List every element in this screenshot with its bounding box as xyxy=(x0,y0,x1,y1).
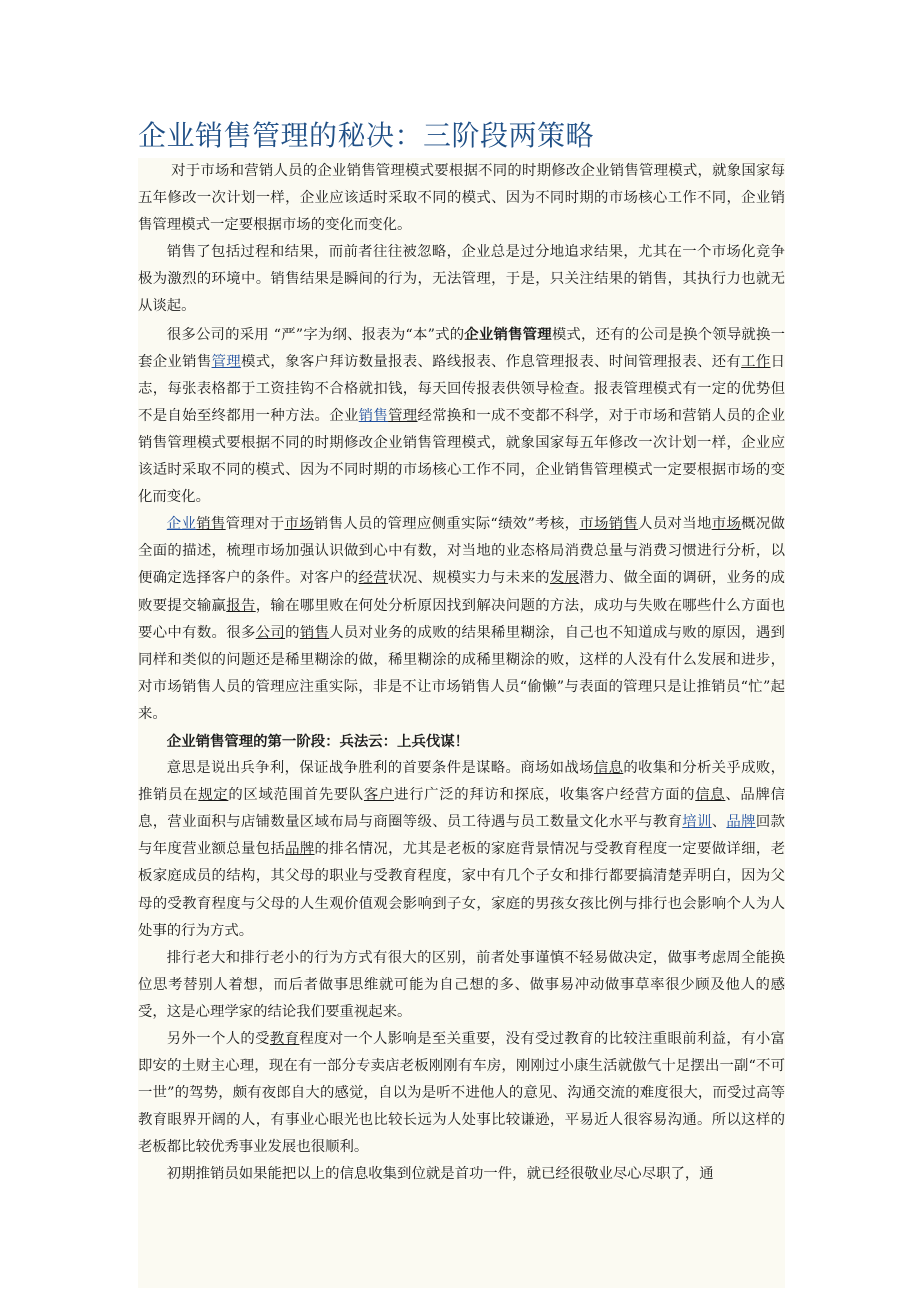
text-run: 销售人员的管理应侧重实际“绩效”考核， xyxy=(313,516,580,533)
text-run: 进行广泛的拜访和探底，收集客户经营方面的 xyxy=(394,787,696,804)
paragraph-4 xyxy=(138,511,785,728)
text-run: 概况做全面的描述，梳理市场加强认识做到心中有数，对当地的业态格局消费总量与消费习惯进行分析，以便确定选择客户的条件。对客户的 xyxy=(138,516,785,587)
link-guiding[interactable]: 规定 xyxy=(198,787,229,804)
text-run: 潜力、做全面的调研，业务的成败要提交输赢 xyxy=(138,570,785,614)
text-run: 的排名情况，尤其是老板的家庭背景情况与受教育程度一定要做详细，老板家庭成员的结构，其父母的职业与受教育程度，家中有几个子女和排行都要搞清楚弄明白，因为父母的受教育程度与父母的人生观价值观会影响到子女，家庭的男孩女孩比例与排行也会影响个人为人处事的行为方式。 xyxy=(138,841,785,939)
page-title: 企业销售管理的秘决：三阶段两策略 xyxy=(138,119,595,152)
link-kehu[interactable]: 客户 xyxy=(363,787,395,804)
paragraph-6: 排行老大和排行老小的行为方式有很大的区别，前者处事谨慎不轻易做决定，做事考虑周全能换位思考替别人着想，而后者做事思维就可能为自己想的多、做事易冲动做事草率很少顾及他人的感受，这是心理学家的结论我们要重视起来。 xyxy=(138,949,785,1020)
link-xiaoshou[interactable]: 销售 xyxy=(196,516,226,533)
link-jingying[interactable]: 经营 xyxy=(358,570,389,587)
link-shichang-3[interactable]: 市场 xyxy=(711,516,742,533)
bold-term: 企业销售管理 xyxy=(464,325,552,343)
paragraph-2: 销售了包括过程和结果，而前者往往被忽略，企业总是过分地追求结果，尤其在一个市场化竞争极为激烈的环境中。销售结果是瞬间的行为，无法管理，于是，只关注结果的销售，其执行力也就无从谈起。 xyxy=(138,244,785,315)
link-xiaoshou[interactable]: 销售 xyxy=(358,407,389,424)
paragraph-1: 对于市场和营销人员的企业销售管理模式要根据不同的时期修改企业销售管理模式，就象国家每五年修改一次计划一样，企业应该适时采取不同的模式、因为不同时期的市场核心工作不同，企业销售管理模式一定要根据市场的变化而变化。 xyxy=(138,163,785,234)
link-jiaoyu[interactable]: 教育 xyxy=(269,1031,300,1047)
document-body xyxy=(138,158,785,1288)
paragraph-3 xyxy=(138,321,785,512)
text-run: 人员对当地 xyxy=(638,516,712,533)
text-run: 管理对于 xyxy=(225,516,285,533)
link-peixun[interactable]: 培训 xyxy=(682,814,712,831)
paragraph-8: 初期推销员如果能把以上的信息收集到位就是首功一件，就已经很敬业尽心尽职了，通 xyxy=(166,1166,714,1183)
link-pinpai[interactable]: 品牌 xyxy=(726,814,756,831)
link-gongsi[interactable]: 公司 xyxy=(255,624,286,641)
link-guanli-2[interactable]: 管理 xyxy=(388,407,418,424)
paragraph-5 xyxy=(138,755,785,945)
text-run: 人员对业务的成败的结果稀里糊涂，自己也不知道成与败的原因，遇到同样和类似的问题还是稀里糊涂的做，稀里糊涂的成稀里糊涂的败，这样的人没有什么发展和进步，对市场销售人员的管理应注重实际，非是不让市场销售人员“偷懒”与表面的管理只是让推销员“忙”起来。 xyxy=(138,624,785,722)
link-qiye[interactable]: 企业 xyxy=(166,516,197,533)
section-heading: 企业销售管理的第一阶段：兵法云：上兵伐谋！ xyxy=(166,732,470,750)
text-run: 经常换和一成不变都不科学，对于市场和营销人员的企业销售管理模式要根据不同的时期修改企业销售管理模式，就象国家每五年修改一次计划一样，企业应该适时采取不同的模式、因为不同时期的市场核心工作不同，企业销售管理模式一定要根据市场的变化而变化。 xyxy=(138,407,785,506)
text-run: 回款与年度营业额总量包括 xyxy=(138,814,785,858)
text-run: 程度对一个人影响是至关重要，没有受过教育的比较注重眼前利益，有小富即安的土财主心理，现在有一部分专卖店老板刚刚有车房，刚刚过小康生活就傲气十足摆出一副“不可一世”的驾势，颇有夜郎自大的感觉，自以为是听不进他人的意见、沟通交流的难度很大，而受过高等教育眼界开阔的人，有事业心眼光也比较长远为人处事比较谦逊，平易近人很容易沟通。所以这样的老板都比较优秀事业发展也很顺利。 xyxy=(138,1031,785,1156)
paragraph-7 xyxy=(138,1026,785,1161)
text-run: 、 xyxy=(711,814,727,831)
link-guanli[interactable]: 管理 xyxy=(211,353,241,370)
text-run: 很多公司的采用 “严”字为纲、报表为“本”式的 xyxy=(166,326,465,343)
text-run: 的区域范围首先要队 xyxy=(228,787,364,804)
text-run: 模式，象客户拜访数量报表、路线报表、作息管理报表、时间管理报表、还有 xyxy=(240,353,742,370)
link-pinpai-2[interactable]: 品牌 xyxy=(285,841,315,858)
text-run: 的收集和分析关乎成败，推销员在 xyxy=(138,760,785,804)
link-baogao[interactable]: 报告 xyxy=(226,597,256,614)
link-shichang[interactable]: 市场 xyxy=(284,516,314,533)
text-run: 状况、规模实力与未来的 xyxy=(388,570,550,587)
link-gongzuo[interactable]: 工作 xyxy=(741,353,771,370)
link-xinxi-2[interactable]: 信息 xyxy=(695,787,726,804)
text-run: 意思是说出兵争利，保证战争胜利的首要条件是谋略。商场如战场 xyxy=(166,760,594,777)
link-xiaoshou-2[interactable]: 销售 xyxy=(608,516,639,533)
link-xinxi[interactable]: 信息 xyxy=(593,760,624,777)
text-run: 、品牌信息，营业面积与店铺数量区域布局与商圈等级、员工待遇与员工数量文化水平与教育 xyxy=(138,787,785,831)
text-run: 的 xyxy=(285,624,300,641)
link-xiaoshou-3[interactable]: 销售 xyxy=(299,624,330,641)
text-run: ，输在哪里败在何处分析原因找到解决问题的方法，成功与失败在哪些什么方面也要心中有数。很多 xyxy=(138,597,785,641)
link-fazhan[interactable]: 发展 xyxy=(549,570,580,587)
text-run: 模式，还有的公司是换个领导就换一套企业销售 xyxy=(138,326,785,370)
text-run: 日志，每张表格都于工资挂钩不合格就扣钱，每天回传报表供领导检查。报表管理模式有一定的优势但不是自始至终都用一种方法。企业 xyxy=(138,353,785,424)
link-shichang-2[interactable]: 市场 xyxy=(579,516,609,533)
text-run: 另外一个人的受 xyxy=(166,1031,270,1047)
